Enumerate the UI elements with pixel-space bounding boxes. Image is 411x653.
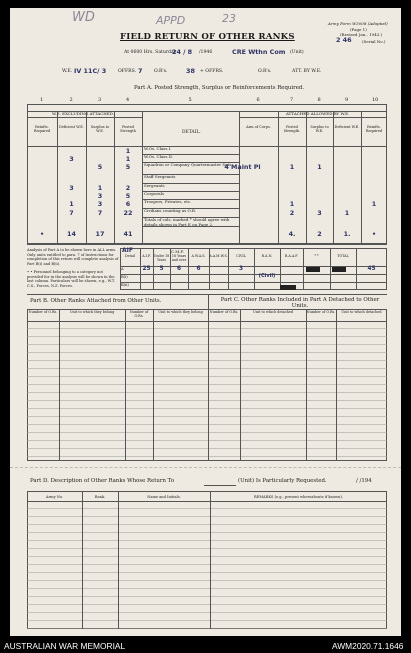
part-a-cell: 3 bbox=[69, 155, 74, 163]
analysis-cmf-header: C.M.F. bbox=[171, 249, 184, 254]
right-group-header: ATTACHED ALLOWED BY W.E. bbox=[286, 111, 350, 116]
analysis-row-label: B(ii) bbox=[121, 283, 129, 287]
column-number: 1 bbox=[40, 97, 44, 103]
detail-row-label: W.Os. Class II. bbox=[144, 154, 174, 159]
serial-number: 2 46 bbox=[336, 36, 352, 44]
date-year: /1946 bbox=[199, 50, 213, 55]
form-page-label: (Page 1) bbox=[350, 27, 367, 32]
analysis-column-header: CIVIL bbox=[236, 254, 246, 258]
plus-offrs-label: + OFFRS. bbox=[200, 69, 224, 74]
form-page bbox=[10, 8, 401, 636]
part-a-attached-cell: • bbox=[371, 230, 377, 238]
part-d-column-header: REMARKS (e.g., present whereabouts if known). bbox=[254, 495, 343, 499]
pencil-note-wd: WD bbox=[72, 10, 95, 25]
analysis-column-header: Under 18 Years bbox=[153, 254, 170, 262]
detail-row-label: Troopers, Privates, etc. bbox=[144, 199, 192, 204]
column-number: 6 bbox=[256, 97, 260, 103]
part-bc-column-header: Unit to which detached bbox=[252, 310, 294, 314]
analysis-cell: 6 bbox=[196, 266, 201, 272]
right-column-header: Reinfts. Required bbox=[365, 125, 383, 134]
part-a-cell: 1 bbox=[69, 200, 74, 208]
part-bc-column-header: Unit to which they belong bbox=[69, 310, 115, 314]
analysis-cell: 5 bbox=[159, 266, 164, 272]
part-bc-column-header: Unit to which detached bbox=[341, 310, 382, 314]
part-a-attached-cell: 2 bbox=[289, 209, 295, 217]
analysis-row-label: A bbox=[121, 267, 124, 271]
right-column-header: Arm of Corps. bbox=[246, 125, 271, 129]
analysis-column-header: 18 Years and over bbox=[171, 254, 187, 262]
part-a-cell: 1 bbox=[97, 184, 103, 192]
part-d-mid: (Unit) Is Particularly Requested. bbox=[238, 478, 327, 484]
analysis-note-2: • • Personnel belonging to a category not provided for in the analysis will be shown in the last column. Particulars will be shown, e.g., W.T. C.S., Forces, N.Z. Forces. bbox=[27, 270, 115, 288]
analysis-row-label: B(i) bbox=[121, 275, 128, 279]
detail-row-label: Civilians counting as O.R. bbox=[144, 208, 197, 213]
detail-row-label: Corporals bbox=[144, 191, 164, 196]
analysis-column-header: A.I.F. bbox=[142, 254, 151, 258]
analysis-cell: 6 bbox=[176, 266, 182, 272]
part-a-cell: • bbox=[39, 230, 45, 238]
detail-row-label: Sergeants bbox=[144, 183, 165, 188]
column-number: 3 bbox=[98, 97, 102, 103]
offrs-label: OFFRS. bbox=[118, 69, 137, 74]
part-a-cell: 5 bbox=[125, 163, 131, 171]
part-bc-column-header: Number of O.Rs. bbox=[306, 310, 336, 314]
part-a-attached-cell: 1 bbox=[371, 200, 377, 208]
detail-header: DETAIL. bbox=[182, 130, 201, 135]
part-a-attached-cell: 3 bbox=[317, 209, 322, 217]
analysis-column-header: Detail bbox=[125, 254, 135, 258]
ors-attached-label: O.R's. bbox=[258, 69, 272, 74]
part-a-heading: Part A. Posted Strength, Surplus or Reinforcements Required. bbox=[134, 85, 305, 91]
analysis-aif-marker: AIF bbox=[122, 247, 133, 254]
part-a-cell: 3 bbox=[97, 200, 103, 208]
left-column-header: Surplus to W.E. bbox=[90, 125, 110, 134]
detail-row-label: W.Os. Class I. bbox=[144, 146, 172, 151]
left-column-header: Posted Strength bbox=[120, 125, 136, 134]
unit-value: CRE Wthn Com bbox=[232, 48, 286, 56]
part-d-date: / /194 bbox=[356, 478, 372, 484]
left-column-header: Deficient W.E. bbox=[59, 125, 84, 129]
part-a-attached-cell: 1 bbox=[344, 209, 350, 217]
left-column-header: Reinfts. Required bbox=[33, 125, 51, 134]
analysis-cell: 3 bbox=[238, 266, 244, 272]
part-a-attached-cell: 1 bbox=[289, 200, 295, 208]
unit-label: (Unit) bbox=[290, 50, 304, 55]
part-d-column-header: Rank. bbox=[94, 495, 106, 499]
date-value: 24 / 8 bbox=[172, 48, 193, 56]
form-revision: (Revised Jan., 1943.) bbox=[340, 32, 383, 37]
part-a-attached-cell: 1 bbox=[317, 163, 322, 171]
we-value: IV 11C/ 3 bbox=[74, 67, 107, 75]
form-title: FIELD RETURN OF OTHER RANKS bbox=[120, 32, 295, 42]
part-c-heading: Part C. Other Ranks Included in Part A Detached to Other Units. bbox=[220, 297, 380, 310]
column-number: 5 bbox=[188, 97, 192, 103]
footer-bar bbox=[0, 639, 411, 653]
column-number: 7 bbox=[290, 97, 294, 103]
right-column-header: Surplus to W.E. bbox=[310, 125, 329, 134]
part-bc-column-header: Number of O.Rs. bbox=[28, 310, 58, 314]
serial-label: (Serial No.) bbox=[362, 39, 386, 44]
part-d-heading: Part D. Description of Other Ranks Whose Return To bbox=[30, 478, 175, 484]
obscured-mark bbox=[306, 267, 320, 272]
part-a-cell: 2 bbox=[125, 184, 131, 192]
part-a-cell: 1 bbox=[125, 147, 131, 155]
footer-credit: AUSTRALIAN WAR MEMORIAL bbox=[4, 641, 126, 651]
right-column-header: Posted Strength. bbox=[283, 125, 301, 134]
part-d-column-header: Name and Initials. bbox=[147, 495, 181, 499]
column-number: 4 bbox=[126, 97, 130, 103]
analysis-cell: 25 bbox=[142, 266, 151, 272]
offrs-value: 7 bbox=[138, 67, 143, 75]
analysis-column-header: * * bbox=[314, 254, 319, 258]
footer-accession: AWM2020.71.1646 bbox=[332, 641, 404, 651]
right-column-header: Deficient W.E. bbox=[334, 125, 360, 129]
part-d-column-header: Army No. bbox=[45, 495, 64, 499]
analysis-column-header: R.A.A.F. bbox=[284, 254, 299, 258]
analysis-column-header: R.A.N. bbox=[261, 254, 273, 258]
obscured-mark bbox=[280, 285, 296, 290]
analysis-cell: 45 bbox=[367, 266, 376, 272]
analysis-column-header: TOTAL bbox=[337, 254, 349, 258]
column-number: 2 bbox=[69, 97, 73, 103]
part-a-cell: 5 bbox=[125, 192, 131, 200]
column-number: 8 bbox=[317, 97, 321, 103]
detail-row-label: Squadron or Company Quartermaster Sgts. bbox=[144, 162, 233, 167]
left-group-header: W.E. EXCLUDING ATTACHED. bbox=[52, 111, 115, 116]
part-a-cell: 41 bbox=[123, 230, 133, 238]
part-a-attached-cell: 4. bbox=[288, 230, 296, 238]
part-a-cell: 6 bbox=[125, 200, 131, 208]
pencil-note-number: 23 bbox=[222, 12, 236, 25]
ors-label: O.R's. bbox=[154, 69, 168, 74]
part-a-attached-cell: 1 bbox=[289, 163, 295, 171]
column-number: 10 bbox=[372, 97, 379, 103]
obscured-mark bbox=[332, 267, 346, 272]
analysis-column-header: A.A.M.W.S. bbox=[209, 254, 228, 258]
we-label: W.E. bbox=[62, 69, 73, 74]
part-a-cell: 22 bbox=[123, 209, 133, 217]
part-a-cell: 7 bbox=[69, 209, 74, 217]
analysis-note: Analysis of Part A to be shown here in ALL arms. Only units entitled to para. 7 of Instructions for completion of this return will complete analysis of Part B(i) and B(ii). bbox=[27, 248, 119, 266]
part-b-heading: Part B. Other Ranks Attached from Other Units. bbox=[30, 298, 162, 304]
ors-value: 38 bbox=[186, 67, 195, 75]
analysis-column-header: A.W.A.S. bbox=[191, 254, 206, 258]
part-a-cell: 5 bbox=[97, 163, 103, 171]
part-bc-column-header: Number of O.Rs. bbox=[129, 310, 149, 318]
part-a-attached-cell: 1. bbox=[343, 230, 351, 238]
date-prefix: At 0600 Hrs. Saturday bbox=[124, 50, 177, 55]
part-bc-column-header: Number of O.Rs. bbox=[209, 310, 239, 314]
part-a-cell: 7 bbox=[97, 209, 103, 217]
part-a-attached-cell: 2 bbox=[317, 230, 322, 238]
part-a-attached-cell: 4 Maint Pl bbox=[224, 163, 261, 171]
part-a-cell: 17 bbox=[95, 230, 105, 238]
attached-by-we-label: ATT. BY W.E. bbox=[292, 69, 322, 74]
part-a-cell: 14 bbox=[67, 230, 76, 238]
part-bc-column-header: Unit to which they belong bbox=[158, 310, 203, 314]
part-a-cell: 3 bbox=[97, 192, 103, 200]
detail-row-label: Staff Sergeants bbox=[144, 174, 176, 179]
part-a-cell: 3 bbox=[69, 184, 74, 192]
pencil-note-appd: APPD bbox=[156, 14, 186, 27]
part-a-cell: 1 bbox=[125, 155, 131, 163]
form-reference: Army Form W3008 (Adapted) bbox=[328, 21, 388, 26]
column-number: 9 bbox=[345, 97, 349, 103]
analysis-civil-note: (Civil) bbox=[258, 273, 276, 279]
detail-row-label: Totals of cols. marked * should agree with details shown in Part E on Page 2. bbox=[144, 217, 230, 227]
